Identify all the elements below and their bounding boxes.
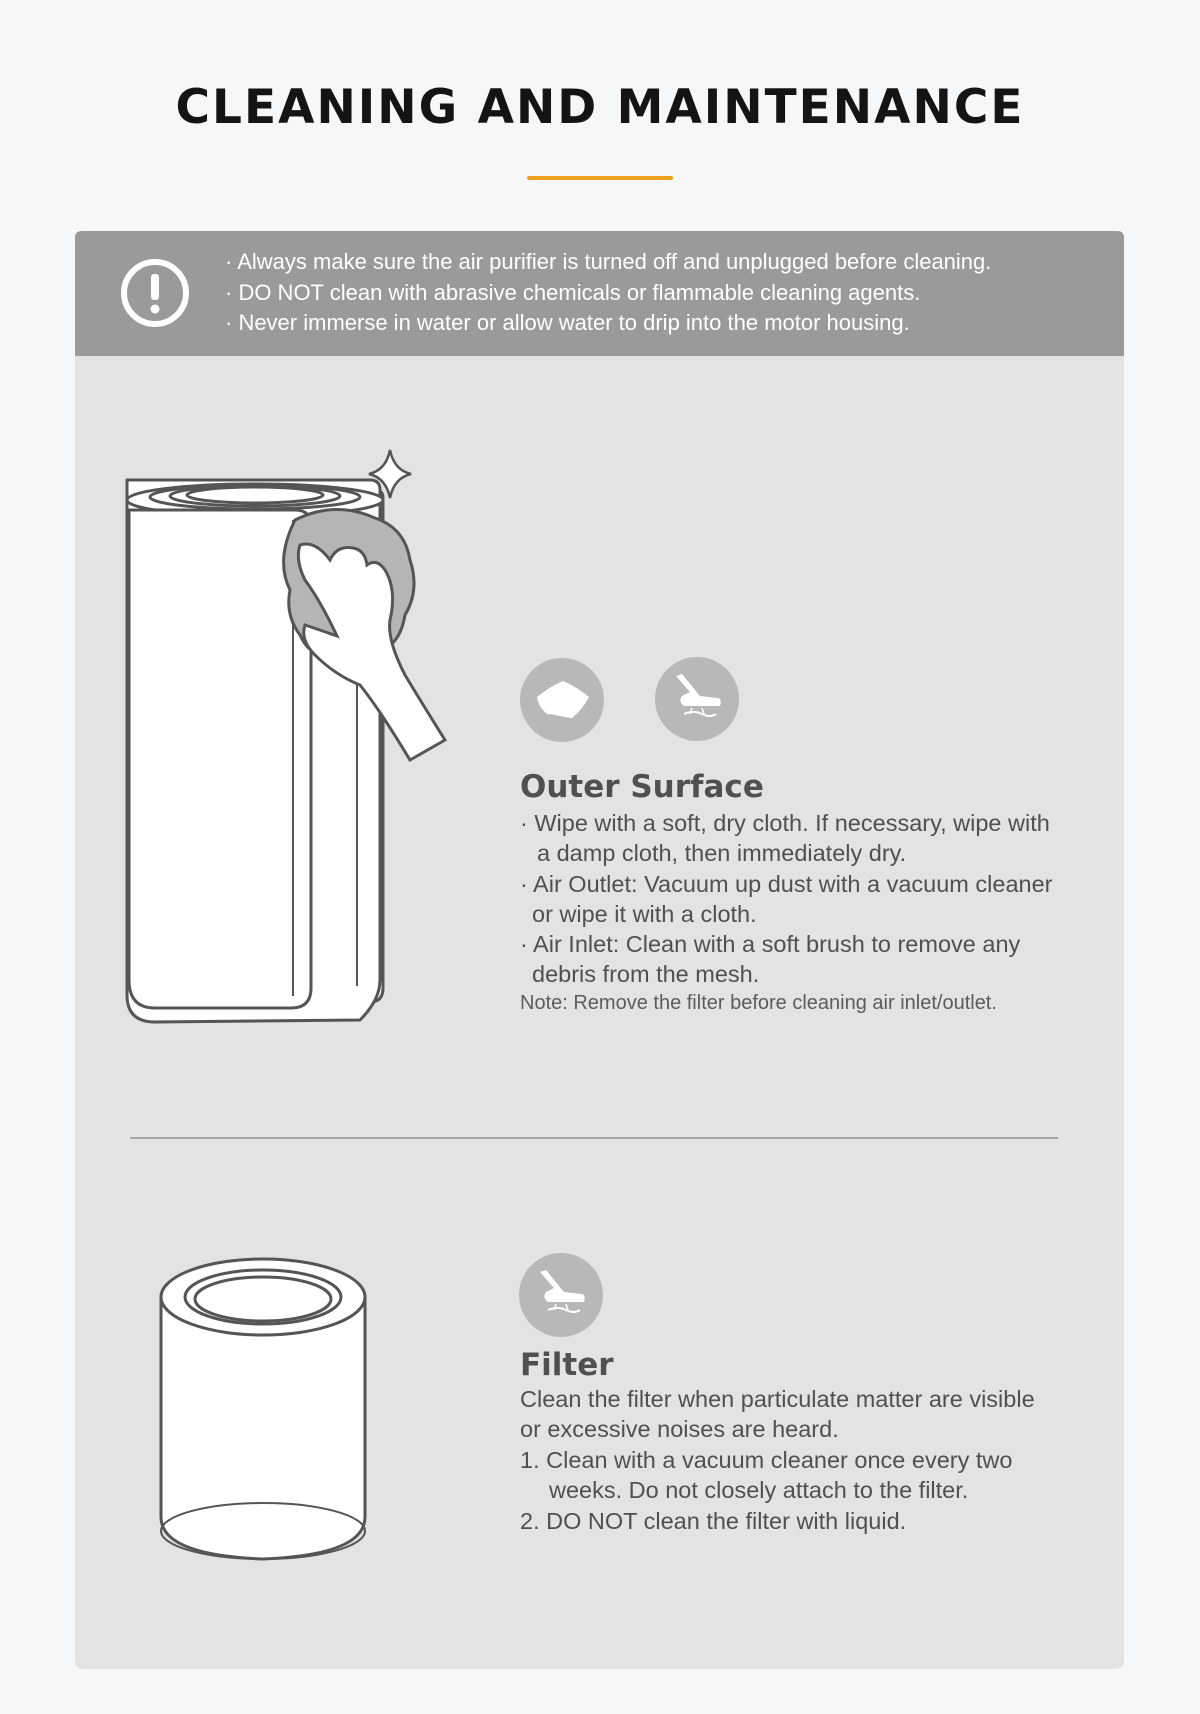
vacuum-nozzle-icon xyxy=(654,656,740,742)
warning-list xyxy=(225,247,991,339)
filter-title: Filter xyxy=(520,1347,614,1383)
list-item xyxy=(520,1506,1012,1536)
list-item-text: 2. DO NOT clean the filter with liquid. xyxy=(520,1507,907,1534)
exclamation-circle-icon xyxy=(120,258,190,328)
warning-item: · Never immerse in water or allow water to drip into the motor housing. xyxy=(225,310,910,335)
list-item-text: · Wipe with a soft, dry cloth. If necessary, wipe with xyxy=(520,810,1050,836)
filter-intro-line: or excessive noises are heard. xyxy=(520,1416,839,1443)
list-item xyxy=(520,869,1052,930)
cloth-icon xyxy=(519,657,605,743)
list-item-continuation: weeks. Do not closely attach to the filter. xyxy=(549,1477,969,1504)
purifier-wiping-illustration xyxy=(115,440,495,1030)
title-accent-line xyxy=(527,176,673,180)
filter-illustration xyxy=(155,1255,375,1565)
outer-surface-title: Outer Surface xyxy=(520,769,764,805)
section-divider xyxy=(130,1137,1058,1139)
filter-intro-line: Clean the filter when particulate matter are visible xyxy=(520,1386,1035,1412)
warning-item: · DO NOT clean with abrasive chemicals or flammable cleaning agents. xyxy=(225,279,921,305)
list-item-continuation: debris from the mesh. xyxy=(532,961,760,988)
list-item-continuation: a damp cloth, then immediately dry. xyxy=(537,840,907,867)
list-item xyxy=(520,1445,1012,1506)
filter-steps xyxy=(520,1445,1012,1536)
warning-item: · Always make sure the air purifier is turned off and unplugged before cleaning. xyxy=(225,249,992,274)
list-item-continuation: or wipe it with a cloth. xyxy=(532,900,757,927)
warning-banner xyxy=(75,231,1124,356)
page-title: CLEANING AND MAINTENANCE xyxy=(175,80,1025,135)
list-item-text: 1. Clean with a vacuum cleaner once every two xyxy=(520,1447,1013,1473)
list-item xyxy=(520,808,1052,869)
list-item-text: · Air Outlet: Vacuum up dust with a vacuum cleaner xyxy=(520,870,1053,897)
vacuum-nozzle-icon xyxy=(518,1252,604,1338)
list-item-text: · Air Inlet: Clean with a soft brush to remove any xyxy=(520,931,1021,958)
outer-surface-note: Note: Remove the filter before cleaning air inlet/outlet. xyxy=(520,992,997,1014)
filter-intro xyxy=(520,1384,1035,1445)
outer-surface-list xyxy=(520,808,1052,990)
list-item xyxy=(520,929,1052,990)
